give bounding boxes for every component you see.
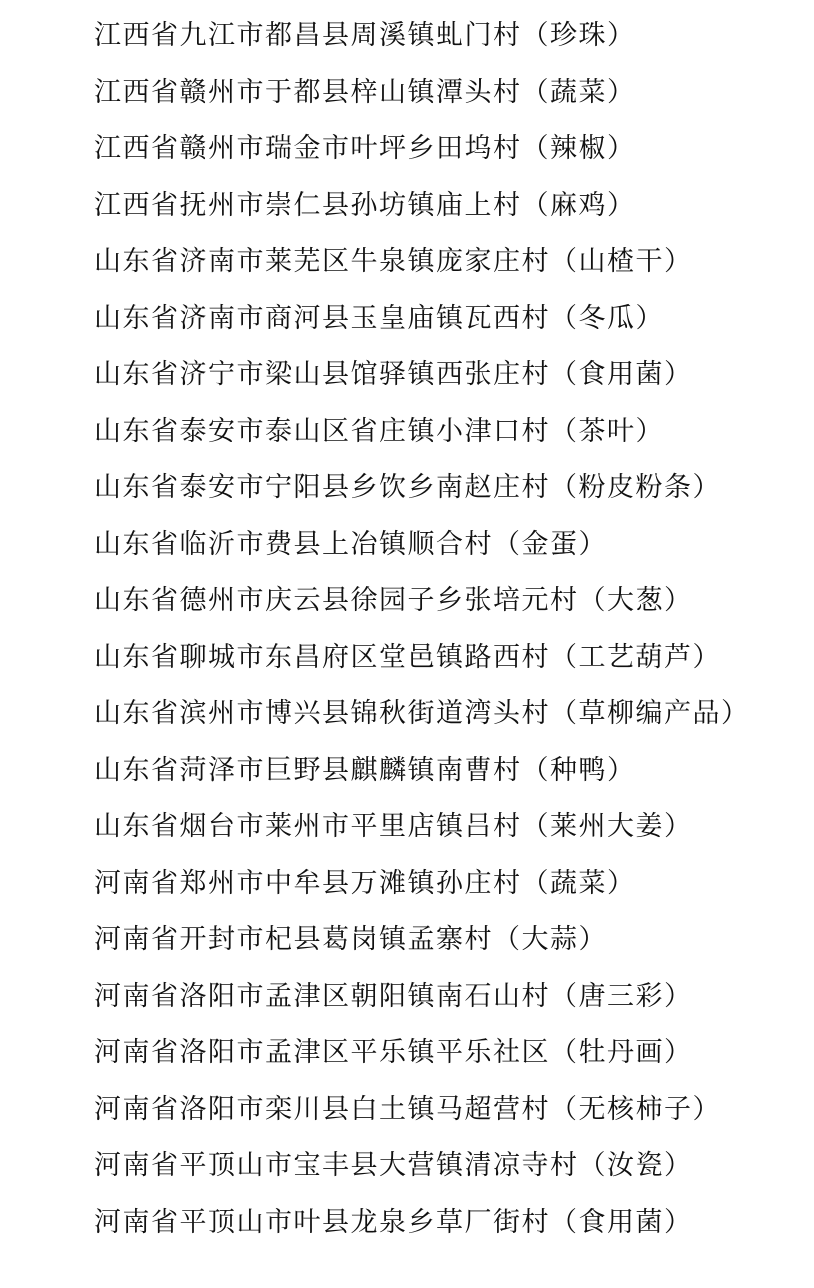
village-entry: 江西省赣州市于都县梓山镇潭头村（蔬菜）: [94, 76, 636, 108]
village-entry: 河南省洛阳市栾川县白土镇马超营村（无核柿子）: [94, 1093, 721, 1125]
village-entry: 河南省平顶山市叶县龙泉乡草厂街村（食用菌）: [94, 1206, 693, 1238]
village-entry: 河南省平顶山市宝丰县大营镇清凉寺村（汝瓷）: [94, 1150, 693, 1181]
village-entry: 江西省抚州市崇仁县孙坊镇庙上村（麻鸡）: [94, 189, 636, 221]
village-entry: 山东省滨州市博兴县锦秋街道湾头村（草柳编产品）: [94, 698, 750, 729]
village-entry: 河南省洛阳市孟津区平乐镇平乐社区（牡丹画）: [94, 1037, 693, 1068]
village-entry: 山东省泰安市宁阳县乡饮乡南赵庄村（粉皮粉条）: [94, 472, 721, 503]
village-entry: 山东省德州市庆云县徐园子乡张培元村（大葱）: [94, 585, 693, 616]
village-entry: 山东省济南市商河县玉皇庙镇瓦西村（冬瓜）: [94, 302, 664, 334]
village-entry: 山东省泰安市泰山区省庄镇小津口村（茶叶）: [94, 415, 664, 447]
village-entry: 河南省洛阳市孟津区朝阳镇南石山村（唐三彩）: [94, 980, 693, 1012]
village-entry: 河南省郑州市中牟县万滩镇孙庄村（蔬菜）: [94, 867, 636, 899]
village-entry: 江西省九江市都昌县周溪镇虬门村（珍珠）: [94, 20, 636, 51]
village-entry: 山东省聊城市东昌府区堂邑镇路西村（工艺葫芦）: [94, 641, 721, 673]
village-entry: 山东省济南市莱芜区牛泉镇庞家庄村（山楂干）: [94, 246, 693, 277]
village-entry: 山东省烟台市莱州市平里店镇吕村（莱州大姜）: [94, 811, 693, 842]
village-entry: 江西省赣州市瑞金市叶坪乡田坞村（辣椒）: [94, 133, 636, 164]
document-body: [94, 8, 804, 1251]
village-entry: 山东省菏泽市巨野县麒麟镇南曹村（种鸭）: [94, 754, 636, 786]
village-entry: 山东省临沂市费县上冶镇顺合村（金蛋）: [94, 528, 607, 560]
village-entry: 山东省济宁市梁山县馆驿镇西张庄村（食用菌）: [94, 359, 693, 390]
village-entry: 河南省开封市杞县葛岗镇孟寨村（大蒜）: [94, 924, 607, 955]
